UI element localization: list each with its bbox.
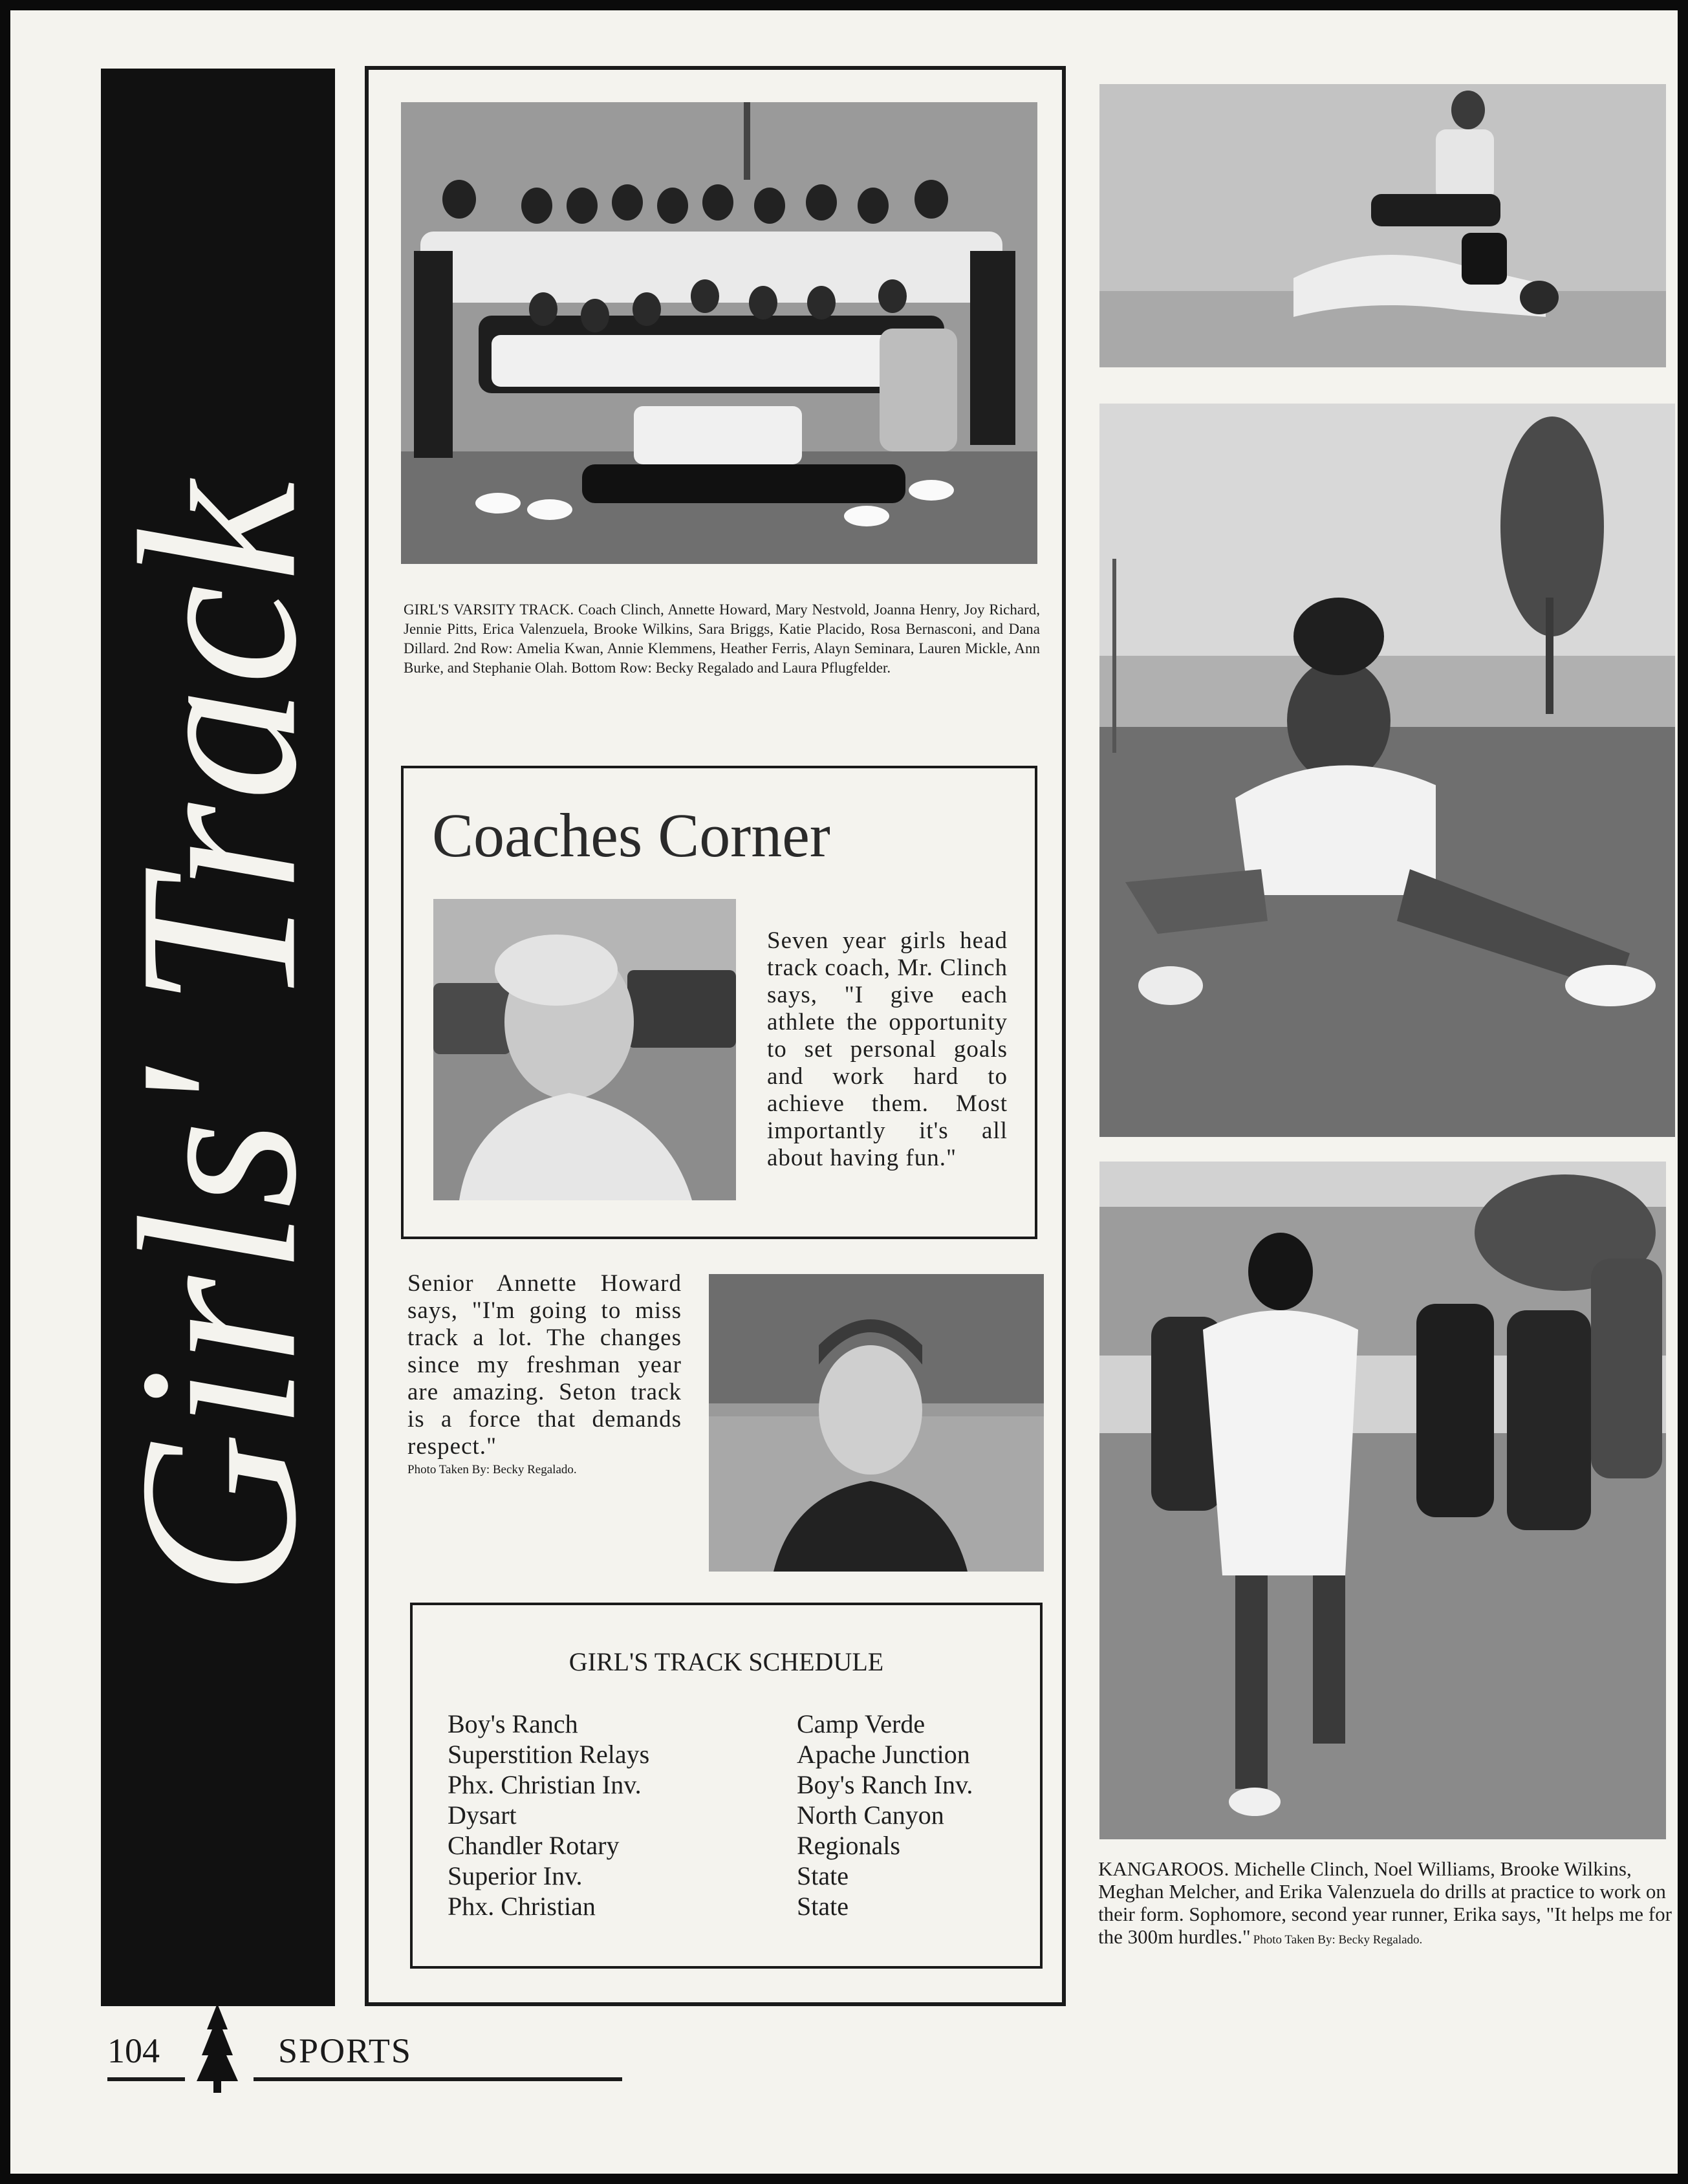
kangaroos-drill-photo [1099,1162,1666,1839]
yearbook-page [10,10,1678,2174]
schedule-item: State [797,1861,849,1890]
footer-rule-left [107,2077,185,2081]
team-photo-image [401,102,1037,564]
schedule-item: Phx. Christian [448,1892,596,1921]
coaches-corner-title: Coaches Corner [432,801,830,870]
kangaroos-caption: KANGAROOS. Michelle Clinch, Noel Williams, Brooke Wilkins, Meghan Melcher, and Erika Valenzuela do drills at practice to work on their form. Sophomore, second year runner, Erika says, "It helps me for the 300m hurdles." [1098,1857,1672,1948]
team-photo [401,102,1037,564]
schedule-item: Phx. Christian Inv. [448,1770,642,1799]
schedule-item: Dysart [448,1800,517,1830]
kangaroos-caption-block [1098,1857,1676,1948]
schedule-item: Chandler Rotary [448,1831,620,1860]
footer-rule-right [254,2077,622,2081]
senior-quote-credit: Photo Taken By: Becky Regalado. [407,1463,577,1476]
schedule-item: Apache Junction [797,1740,970,1769]
senior-quote-block [407,1270,682,1477]
title-banner [92,69,343,2006]
page-title: Girls' Track [92,479,343,1596]
senior-quote: Senior Annette Howard says, "I'm going to miss track a lot. The changes since my freshman year are amazing. Seton track is a force that demands respect." [407,1270,682,1460]
stretching-partner-image [1099,84,1666,367]
schedule-right-column [797,1709,973,1921]
schedule-item: Boy's Ranch [448,1709,578,1738]
schedule-title: GIRL'S TRACK SCHEDULE [568,1647,884,1676]
schedule-left-column [448,1709,649,1921]
schedule-item: Regionals [797,1831,900,1860]
senior-photo-image [709,1274,1044,1572]
kangaroos-credit: Photo Taken By: Becky Regalado. [1253,1933,1423,1947]
pine-tree-icon [191,2004,243,2094]
schedule-item: Camp Verde [797,1709,925,1738]
schedule-item: Superior Inv. [448,1861,583,1890]
kangaroos-drill-image [1099,1162,1666,1839]
schedule-item: State [797,1892,849,1921]
page-number: 104 [107,2031,160,2070]
senior-photo [709,1274,1044,1572]
schedule-item: North Canyon [797,1800,944,1830]
schedule-item: Superstition Relays [448,1740,650,1769]
team-photo-caption: GIRL'S VARSITY TRACK. Coach Clinch, Annette Howard, Mary Nestvold, Joanna Henry, Joy Richard, Jennie Pitts, Erica Valenzuela, Brooke Wilkins, Sara Briggs, Katie Placido, Rosa Bernasconi, and Dana Dillard. 2nd Row: Amelia Kwan, Annie Klemmens, Heather Ferris, Alayn Seminara, Lauren Mickle, Ann Burke, and Stephanie Olah. Bottom Row: Becky Regalado and Laura Pflugfelder. [404,601,1040,676]
stretch-photo [1099,404,1675,1137]
coach-photo [433,899,736,1200]
stretching-partner-photo [1099,84,1666,367]
section-name: SPORTS [278,2031,412,2070]
coach-quote: Seven year girls head track coach, Mr. Clinch says, "I give each athlete the opportunity to set personal goals and work hard to achieve them. Most importantly it's all about having fun." [767,927,1008,1171]
schedule-item: Boy's Ranch Inv. [797,1770,973,1799]
stretch-image [1099,404,1675,1137]
coach-photo-image [433,899,736,1200]
